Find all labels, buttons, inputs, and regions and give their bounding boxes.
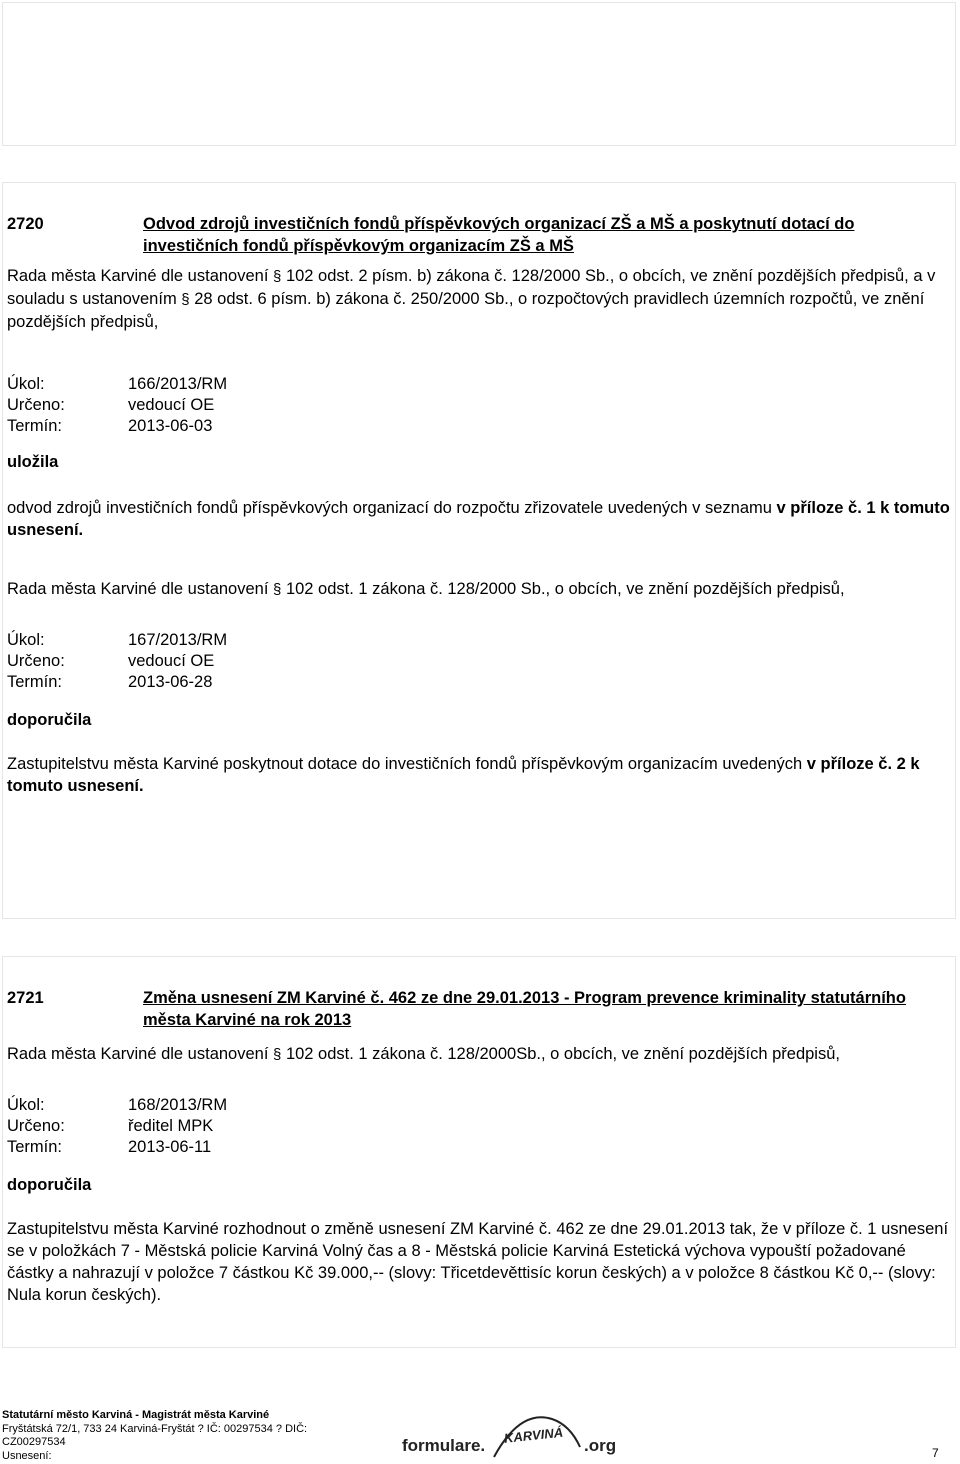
footer-info <box>2 1409 382 1463</box>
page-number: 7 <box>932 1446 939 1460</box>
resolution-title: Odvod zdrojů investičních fondů příspěvkových organizací ZŠ a MŠ a poskytnutí dotací do investičních fondů příspěvkovým organizacím ZŠ a MŠ <box>143 215 855 255</box>
decision-text: Zastupitelstvu města Karviné rozhodnout o změně usnesení ZM Karviné č. 462 ze dne 29.01.2013 tak, že v příloze č. 1 usnesení se v položkách 7 - Městská policie Karviná Volný čas a 8 - Městská policie Karviná Estetická výchova vypouští požadované částky a nahrazují v položce 7 částkou Kč 39.000,-- (slovy: Třicetdevěttisíc korun českých) a v položce 8 částkou Kč 0,-- (slovy: Nula korun českých). <box>7 1220 949 1304</box>
resolution-2721 <box>7 987 953 1306</box>
paragraph-sign: § <box>181 291 190 308</box>
decision-text: odvod zdrojů investičních fondů příspěvkových organizací do rozpočtu zřizovatele uvedených v seznamu v příloze č. 1 k tomuto usnesení. <box>7 499 950 539</box>
paragraph-sign: § <box>273 581 282 598</box>
footer-dic: CZ00297534 <box>2 1436 66 1448</box>
top-empty-box <box>2 2 956 146</box>
resolution-header <box>7 213 953 257</box>
task-block: Úkol: 166/2013/RM Určeno: vedoucí OE Termín: 2013-06-03 <box>7 375 228 435</box>
footer-org: Statutární město Karviná - Magistrát města Karviné <box>2 1409 270 1421</box>
intro-paragraph: Rada města Karviné dle ustanovení § 102 odst. 1 zákona č. 128/2000Sb., o obcích, ve znění pozdějších předpisů, <box>7 1045 840 1063</box>
decision-verb-2: doporučila <box>7 711 92 729</box>
resolution-header <box>7 987 953 1031</box>
resolution-2720 <box>7 213 953 797</box>
task-assignee: ředitel MPK <box>128 1117 214 1135</box>
task-deadline: 2013-06-03 <box>128 417 213 435</box>
task-id: 167/2013/RM <box>128 631 228 649</box>
task-assignee: vedoucí OE <box>128 652 215 670</box>
task-block-2: Úkol: 167/2013/RM Určeno: vedoucí OE Termín: 2013-06-28 <box>7 631 228 691</box>
resolution-number: 2721 <box>7 989 44 1007</box>
logo-text-formulare: formulare. <box>402 1436 486 1455</box>
task-assignee: vedoucí OE <box>128 396 215 414</box>
resolution-title: Změna usnesení ZM Karviné č. 462 ze dne 29.01.2013 - Program prevence kriminality statutárního města Karviné na rok 2013 <box>143 989 906 1029</box>
resolution-number: 2720 <box>7 215 44 233</box>
decision-text-2: Zastupitelstvu města Karviné poskytnout dotace do investičních fondů příspěvkovým organizacím uvedených v příloze č. 2 k tomuto usnesení. <box>7 755 920 795</box>
task-block: Úkol: 168/2013/RM Určeno: ředitel MPK Termín: 2013-06-11 <box>7 1096 228 1156</box>
logo-text-org: .org <box>584 1436 617 1455</box>
footer-label: Usnesení: <box>2 1449 52 1462</box>
decision-verb: doporučila <box>7 1176 92 1194</box>
task-id: 166/2013/RM <box>128 375 228 393</box>
task-deadline: 2013-06-28 <box>128 673 213 691</box>
task-deadline: 2013-06-11 <box>128 1138 212 1156</box>
intro-paragraph-2: Rada města Karviné dle ustanovení § 102 odst. 1 zákona č. 128/2000 Sb., o obcích, ve znění pozdějších předpisů, <box>7 580 845 598</box>
logo-text-karvina: KARVINÁ <box>503 1424 564 1446</box>
task-id: 168/2013/RM <box>128 1096 228 1114</box>
formulare-karvina-logo <box>402 1407 617 1461</box>
footer-address: Fryštátská 72/1, 733 24 Karviná-Fryštát ? IČ: 00297534 ? DIČ: <box>2 1422 308 1435</box>
intro-paragraph: Rada města Karviné dle ustanovení § 102 odst. 2 písm. b) zákona č. 128/2000 Sb., o obcích, ve znění pozdějších předpisů, a v souladu s ustanovením § 28 odst. 6 písm. b) zákona č. 250/2000 Sb., o rozpočtových pravidlech územních rozpočtů, ve znění pozdějších předpisů, <box>7 267 936 331</box>
paragraph-sign: § <box>273 268 282 285</box>
decision-verb: uložila <box>7 453 59 471</box>
paragraph-sign: § <box>273 1046 282 1063</box>
